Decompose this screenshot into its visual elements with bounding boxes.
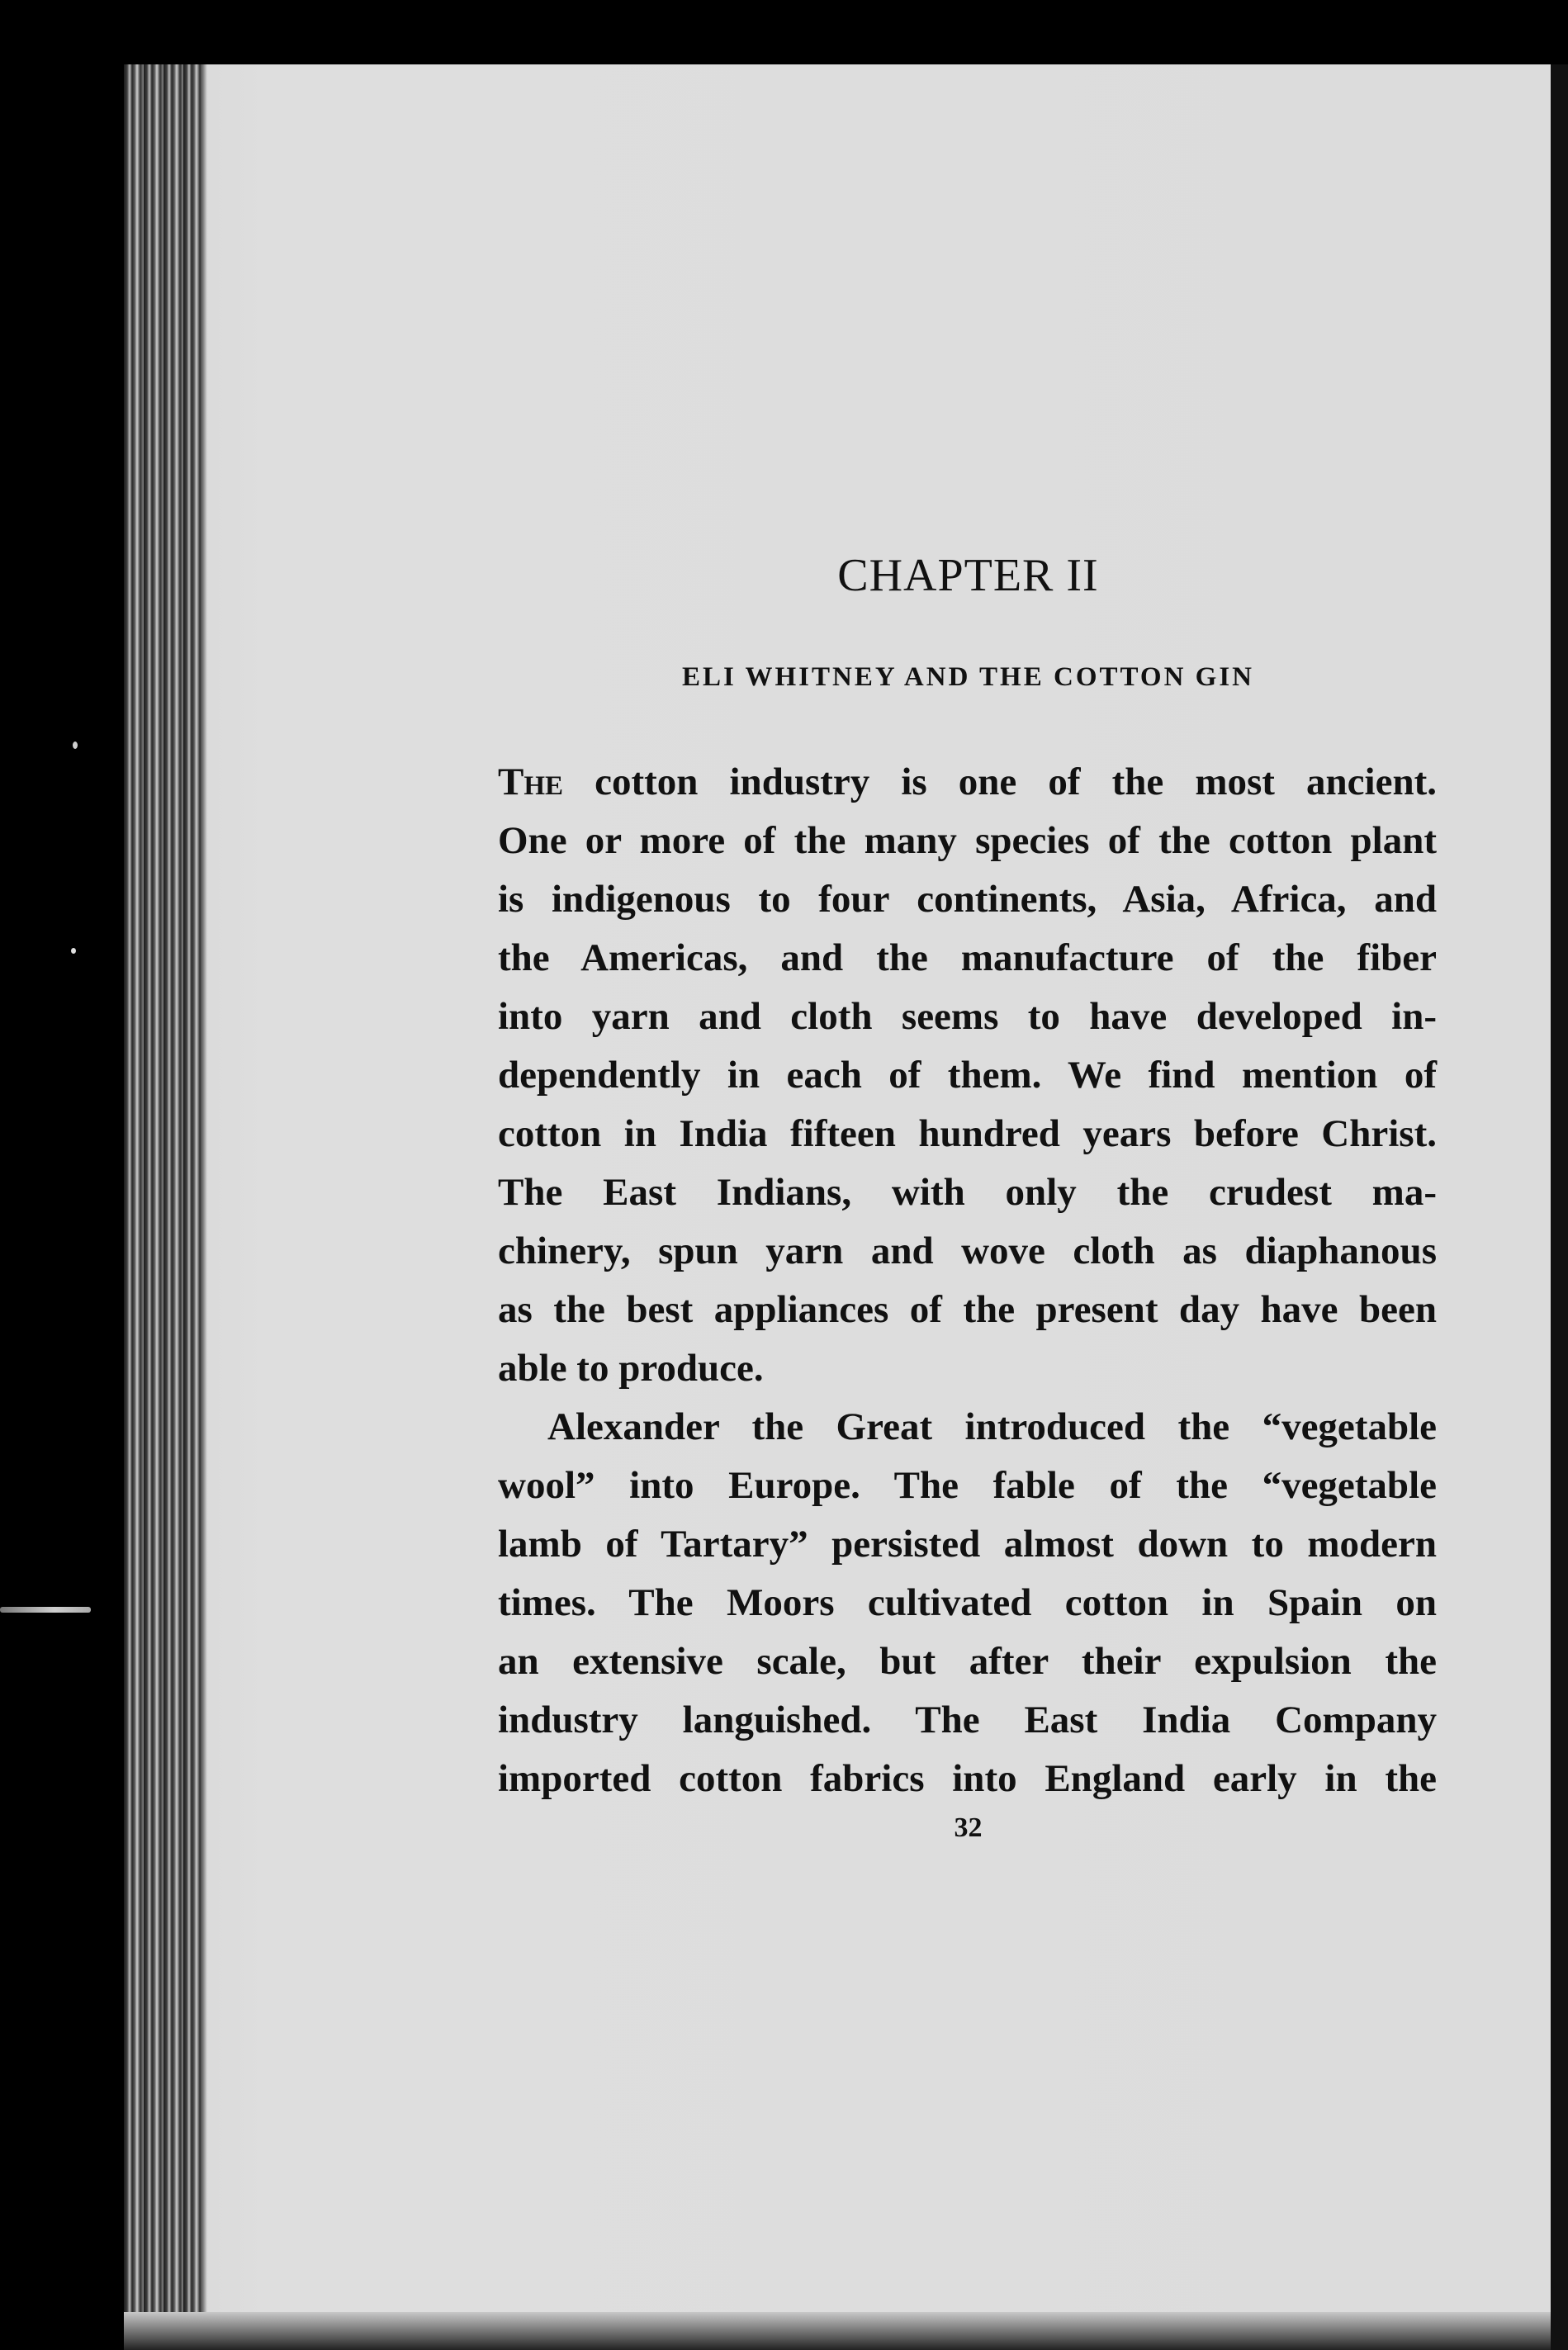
text-line: cotton in India fifteen hundred years before Christ.: [498, 1112, 1437, 1155]
drop-word: The: [498, 760, 564, 803]
page-right-edge: [1551, 64, 1568, 2350]
text-line: The East Indians, with only the crudest ma-: [498, 1171, 1437, 1214]
text-line: Alexander the Great introduced the “vegetable: [547, 1405, 1437, 1448]
text-line: wool” into Europe. The fable of the “vegetable: [498, 1464, 1437, 1507]
text-line: imported cotton fabrics into England early in the: [498, 1757, 1437, 1800]
page-binding-edge: [124, 64, 202, 2350]
text-line: dependently in each of them. We find mention of: [498, 1054, 1437, 1097]
chapter-body: [498, 753, 1437, 1808]
margin-scan-artifact: [0, 1607, 91, 1613]
chapter-subtitle: ELI WHITNEY AND THE COTTON GIN: [681, 662, 1255, 692]
page-number: 32: [954, 1812, 983, 1843]
text-line: industry languished. The East India Company: [498, 1699, 1437, 1741]
page-bottom-edge: [124, 2312, 1551, 2350]
text-line: as the best appliances of the present day have been: [498, 1288, 1437, 1331]
margin-speck: [73, 741, 78, 749]
text-line: lamb of Tartary” persisted almost down to modern: [498, 1523, 1437, 1566]
text-line: times. The Moors cultivated cotton in Spain on: [498, 1581, 1437, 1624]
text-line: One or more of the many species of the cotton plant: [498, 819, 1437, 862]
paragraph-1: [498, 753, 1437, 1398]
text-line: is indigenous to four continents, Asia, Africa, and: [498, 878, 1437, 921]
text-line: an extensive scale, but after their expulsion the: [498, 1640, 1437, 1683]
text-line: the Americas, and the manufacture of the fiber: [498, 936, 1437, 979]
text-line: The cotton industry is one of the most ancient.: [498, 760, 1437, 803]
text-line: able to produce.: [498, 1347, 764, 1390]
text-line: into yarn and cloth seems to have developed in-: [498, 995, 1437, 1038]
chapter-title: CHAPTER II: [837, 550, 1099, 601]
text-line: chinery, spun yarn and wove cloth as diaphanous: [498, 1229, 1437, 1272]
paragraph-2: [498, 1398, 1437, 1808]
margin-speck: [71, 948, 76, 954]
